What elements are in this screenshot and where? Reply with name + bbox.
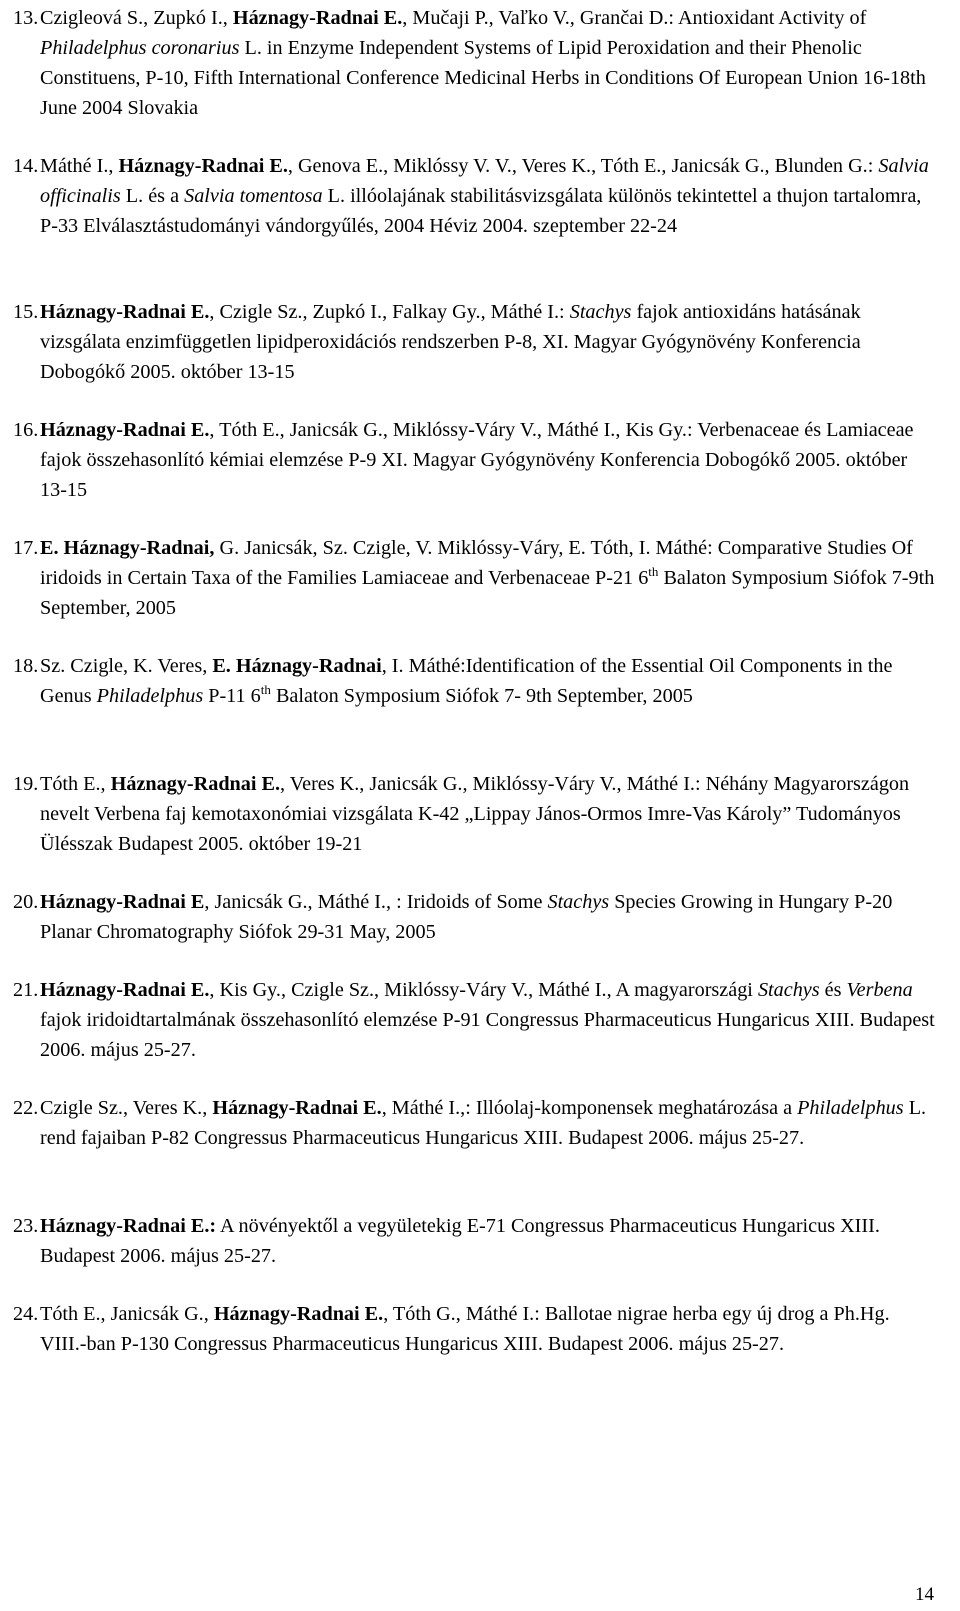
reference-item bbox=[13, 887, 938, 947]
reference-text-segment: , Veres K., Janicsák G., Miklóssy-Váry V., Máthé I.: Néhány Magyarországon nevelt Verbena faj kemotaxonómiai vizsgálata K-42 „Lippay János-Ormos Imre-Vas Károly” Tudományos Ülésszak Budapest 2005. október 19-21 bbox=[40, 773, 910, 855]
reference-text-segment: Species Growing in Hungary P-20 Planar Chromatography Siófok 29-31 May, 2005 bbox=[40, 891, 893, 943]
reference-number: 18. bbox=[13, 655, 39, 677]
reference-text bbox=[40, 3, 938, 123]
reference-text-segment: Máthé I., bbox=[40, 155, 119, 177]
reference-text-segment: Balaton Symposium Siófok 7- 9th September, 2005 bbox=[270, 685, 693, 707]
reference-text-segment: Balaton Symposium Siófok 7-9th September, 2005 bbox=[40, 567, 935, 619]
species-name: Salvia tomentosa bbox=[184, 185, 323, 207]
reference-item bbox=[13, 975, 938, 1065]
species-name: Verbena bbox=[846, 979, 913, 1001]
species-name: Salvia officinalis bbox=[40, 155, 929, 207]
author-highlight: Háznagy-Radnai E. bbox=[212, 1097, 382, 1119]
reference-item bbox=[13, 415, 938, 505]
author-highlight: Háznagy-Radnai E.: bbox=[40, 1215, 217, 1237]
reference-text-segment: P-11 6 bbox=[203, 685, 261, 707]
author-highlight: Háznagy-Radnai E. bbox=[110, 773, 281, 795]
reference-text-segment: , Tóth E., Janicsák G., Miklóssy-Váry V., Máthé I., Kis Gy.: Verbenaceae és Lamiaceae fajok összehasonlító kémiai elemzése P-9 XI. Magyar Gyógynövény Konferencia Dobogókő 2005. október 13-15 bbox=[40, 419, 914, 501]
reference-text-segment: , Czigle Sz., Zupkó I., Falkay Gy., Máthé I.: bbox=[209, 301, 570, 323]
author-highlight: E. Háznagy-Radnai, bbox=[40, 537, 215, 559]
reference-text bbox=[40, 533, 938, 623]
reference-text-segment: , Kis Gy., Czigle Sz., Miklóssy-Váry V., Máthé I., A magyarországi bbox=[209, 979, 758, 1001]
reference-text bbox=[40, 1211, 938, 1271]
reference-text-segment: , Mučaji P., Vaľko V., Grančai D.: Antioxidant Activity of bbox=[402, 7, 867, 29]
reference-text-segment: és bbox=[819, 979, 847, 1001]
reference-number: 15. bbox=[13, 301, 39, 323]
reference-text-segment: , Tóth G., Máthé I.: Ballotae nigrae herba egy új drog a Ph.Hg. VIII.-ban P-130 Congressus Pharmaceuticus Hungaricus XIII. Budapest 2006. május 25-27. bbox=[40, 1303, 890, 1355]
reference-item bbox=[13, 533, 938, 623]
author-highlight: Háznagy-Radnai E. bbox=[40, 979, 210, 1001]
reference-number: 17. bbox=[13, 537, 39, 559]
reference-item bbox=[13, 151, 938, 241]
reference-text bbox=[40, 415, 938, 505]
reference-text-segment: Tóth E., Janicsák G., bbox=[40, 1303, 214, 1325]
reference-text-segment: fajok antioxidáns hatásának vizsgálata enzimfüggetlen lipidperoxidációs rendszerben P-8, XI. Magyar Gyógynövény Konferencia Dobogókő 2005. október 13-15 bbox=[40, 301, 861, 383]
reference-text-segment: L. in Enzyme Independent Systems of Lipid Peroxidation and their Phenolic Constituens, P-10, Fifth International Conference Medicinal Herbs in Conditions Of European Union 16-18th June 2004 Slovakia bbox=[40, 37, 926, 119]
author-highlight: Háznagy-Radnai E bbox=[40, 891, 205, 913]
reference-number: 24. bbox=[13, 1303, 39, 1325]
ordinal-superscript: th bbox=[648, 564, 659, 579]
reference-item bbox=[13, 3, 938, 123]
reference-text-segment: Tóth E., bbox=[40, 773, 111, 795]
reference-text-segment: , Genova E., Miklóssy V. V., Veres K., Tóth E., Janicsák G., Blunden G.: bbox=[287, 155, 879, 177]
reference-number: 20. bbox=[13, 891, 39, 913]
reference-number: 19. bbox=[13, 773, 39, 795]
reference-text bbox=[40, 1299, 938, 1359]
reference-text-segment: Czigleová S., Zupkó I., bbox=[40, 7, 233, 29]
reference-text-segment: fajok iridoidtartalmának összehasonlító elemzése P-91 Congressus Pharmaceuticus Hungaricus XIII. Budapest 2006. május 25-27. bbox=[40, 1009, 935, 1061]
reference-text bbox=[40, 769, 938, 859]
ordinal-superscript: th bbox=[260, 682, 271, 697]
reference-number: 22. bbox=[13, 1097, 39, 1119]
species-name: Stachys bbox=[569, 301, 632, 323]
reference-item bbox=[13, 651, 938, 711]
reference-item bbox=[13, 769, 938, 859]
reference-number: 14. bbox=[13, 155, 39, 177]
reference-text bbox=[40, 1093, 938, 1153]
author-highlight: Háznagy-Radnai E. bbox=[213, 1303, 384, 1325]
reference-text-segment: L. illóolajának stabilitásvizsgálata különös tekintettel a thujon tartalomra, P-33 Elválasztástudományi vándorgyűlés, 2004 Héviz 2004. szeptember 22-24 bbox=[40, 185, 922, 237]
reference-item bbox=[13, 1211, 938, 1271]
reference-text-segment: , Máthé I.,: Illóolaj-komponensek meghatározása a bbox=[381, 1097, 798, 1119]
reference-number: 16. bbox=[13, 419, 39, 441]
reference-number: 23. bbox=[13, 1215, 39, 1237]
reference-text bbox=[40, 151, 938, 241]
page-number: 14 bbox=[915, 1584, 934, 1605]
reference-text-segment: L. rend fajaiban P-82 Congressus Pharmaceuticus Hungaricus XIII. Budapest 2006. május 25-27. bbox=[40, 1097, 927, 1149]
reference-text-segment: Czigle Sz., Veres K., bbox=[40, 1097, 213, 1119]
reference-item bbox=[13, 1093, 938, 1153]
species-name: Philadelphus bbox=[797, 1097, 904, 1119]
author-highlight: Háznagy-Radnai E. bbox=[40, 301, 210, 323]
reference-text bbox=[40, 297, 938, 387]
reference-text-segment: A növényektől a vegyületekig E-71 Congressus Pharmaceuticus Hungaricus XIII. Budapest 2006. május 25-27. bbox=[40, 1215, 880, 1267]
reference-text-segment: , Janicsák G., Máthé I., : Iridoids of Some bbox=[204, 891, 548, 913]
author-highlight: Háznagy-Radnai E. bbox=[232, 7, 403, 29]
reference-text bbox=[40, 975, 938, 1065]
author-highlight: Háznagy-Radnai E. bbox=[118, 155, 288, 177]
reference-text-segment: G. Janicsák, Sz. Czigle, V. Miklóssy-Váry, E. Tóth, I. Máthé: Comparative Studies Of iridoids in Certain Taxa of the Families Lamiaceae and Verbenaceae P-21 6 bbox=[40, 537, 913, 589]
reference-text-segment: L. és a bbox=[120, 185, 185, 207]
species-name: Philadelphus bbox=[96, 685, 204, 707]
species-name: Stachys bbox=[757, 979, 820, 1001]
reference-item bbox=[13, 1299, 938, 1359]
species-name: Philadelphus coronarius bbox=[40, 37, 240, 59]
reference-text bbox=[40, 887, 938, 947]
author-highlight: Háznagy-Radnai E. bbox=[40, 419, 210, 441]
author-highlight: E. Háznagy-Radnai bbox=[212, 655, 382, 677]
reference-text-segment: Sz. Czigle, K. Veres, bbox=[40, 655, 213, 677]
reference-number: 13. bbox=[13, 7, 39, 29]
reference-number: 21. bbox=[13, 979, 39, 1001]
reference-text bbox=[40, 651, 938, 711]
species-name: Stachys bbox=[547, 891, 610, 913]
reference-text-segment: , I. Máthé:Identification of the Essential Oil Components in the Genus bbox=[40, 655, 893, 707]
reference-item bbox=[13, 297, 938, 387]
